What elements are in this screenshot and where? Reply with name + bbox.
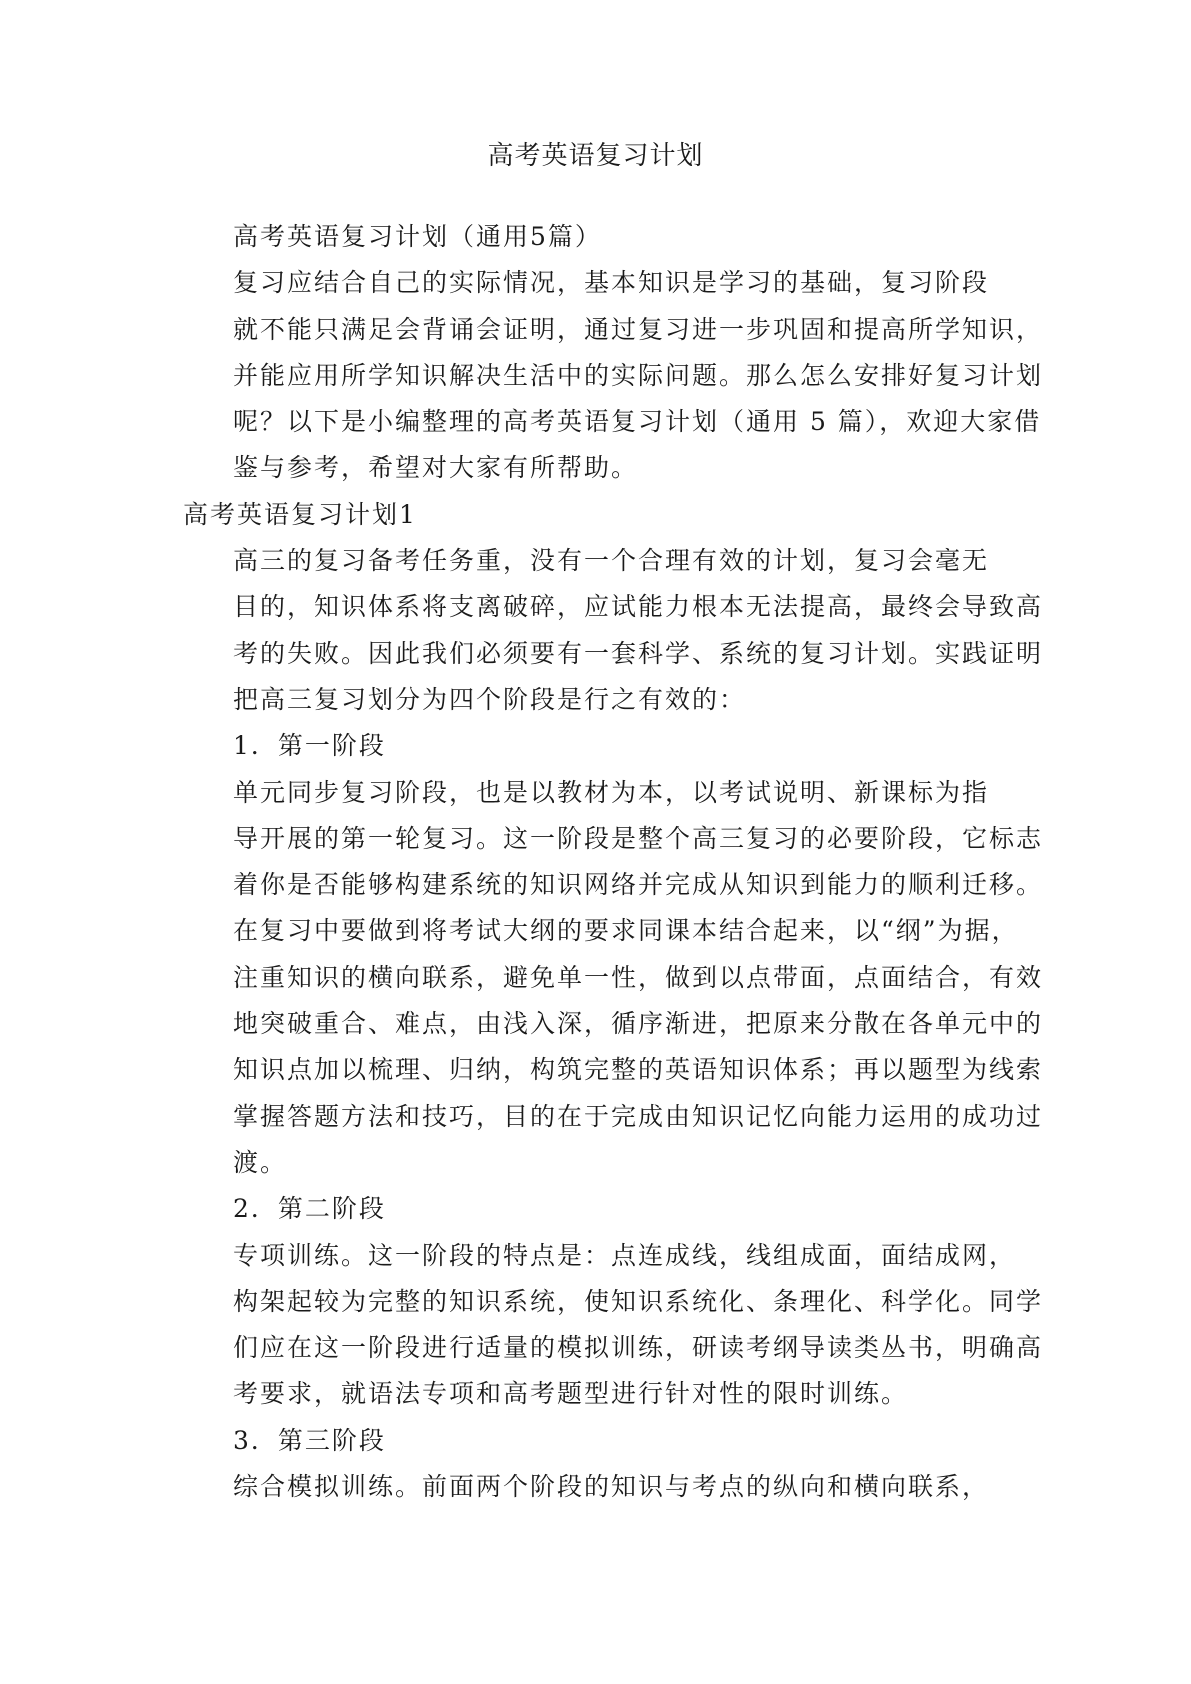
text-line: 地突破重合、难点，由浅入深，循序渐进，把原来分散在各单元中的 (233, 1009, 1044, 1039)
text-line: 3．第三阶段 (233, 1425, 386, 1455)
document-title: 高考英语复习计划 (487, 141, 704, 171)
document-body (183, 214, 1044, 1510)
text-line: 高考英语复习计划（通用5篇） (233, 222, 602, 251)
text-line: 综合模拟训练。前面两个阶段的知识与考点的纵向和横向联系， (233, 1472, 990, 1502)
text-line: 考的失败。因此我们必须要有一套科学、系统的复习计划。实践证明 (233, 638, 1044, 668)
text-line: 专项训练。这一阶段的特点是：点连成线，线组成面，面结成网， (233, 1240, 1017, 1270)
text-line: 们应在这一阶段进行适量的模拟训练，研读考纲导读类丛书，明确高 (233, 1333, 1044, 1363)
text-line: 考要求，就语法专项和高考题型进行针对性的限时训练。 (233, 1379, 909, 1409)
paragraph (183, 1418, 1013, 1464)
text-line: 2．第二阶段 (233, 1194, 386, 1224)
paragraph (183, 538, 1044, 723)
text-line: 把高三复习划分为四个阶段是行之有效的： (233, 684, 747, 714)
paragraph (183, 214, 1013, 260)
text-line: 复习应结合自己的实际情况，基本知识是学习的基础，复习阶段 (233, 268, 990, 298)
text-line: 目的，知识体系将支离破碎，应试能力根本无法提高，最终会导致高 (233, 592, 1044, 622)
paragraph (183, 770, 1044, 1187)
text-line: 导开展的第一轮复习。这一阶段是整个高三复习的必要阶段，它标志 (233, 823, 1044, 853)
text-line: 鉴与参考，希望对大家有所帮助。 (233, 453, 639, 483)
text-line: 单元同步复习阶段，也是以教材为本，以考试说明、新课标为指 (233, 777, 990, 807)
text-line: 并能应用所学知识解决生活中的实际问题。那么怎么安排好复习计划 (233, 360, 1044, 390)
paragraph (183, 723, 1013, 769)
text-line: 高考英语复习计划1 (183, 499, 417, 529)
text-line: 在复习中要做到将考试大纲的要求同课本结合起来，以“纲”为据， (233, 916, 1019, 946)
text-line: 渡。 (233, 1147, 288, 1177)
paragraph (183, 1186, 1013, 1232)
paragraph (183, 1233, 1044, 1418)
text-line: 注重知识的横向联系，避免单一性，做到以点带面，点面结合，有效 (233, 962, 1044, 992)
text-line: 着你是否能够构建系统的知识网络并完成从知识到能力的顺利迁移。 (233, 870, 1044, 900)
paragraph (183, 492, 1013, 538)
text-line: 就不能只满足会背诵会证明，通过复习进一步巩固和提高所学知识， (233, 314, 1044, 344)
paragraph (183, 1464, 1013, 1510)
text-line: 高三的复习备考任务重，没有一个合理有效的计划，复习会毫无 (233, 546, 990, 576)
paragraph (183, 260, 1044, 491)
text-line: 呢？以下是小编整理的高考英语复习计划（通用 5 篇），欢迎大家借 (233, 407, 1042, 437)
text-line: 1．第一阶段 (233, 731, 386, 761)
text-line: 掌握答题方法和技巧，目的在于完成由知识记忆向能力运用的成功过 (233, 1101, 1044, 1131)
text-line: 知识点加以梳理、归纳，构筑完整的英语知识体系；再以题型为线索 (233, 1055, 1044, 1085)
text-line: 构架起较为完整的知识系统，使知识系统化、条理化、科学化。同学 (233, 1286, 1044, 1316)
